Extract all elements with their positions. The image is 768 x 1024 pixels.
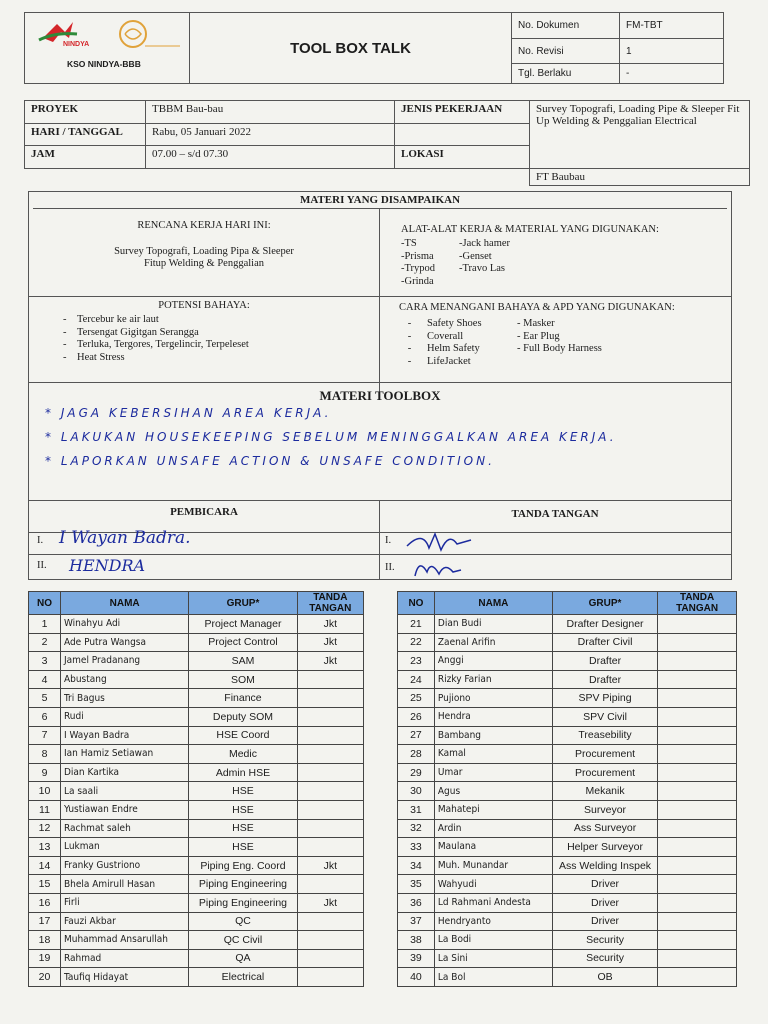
participants-left-body bbox=[29, 615, 364, 987]
participant-name: Pujiono bbox=[434, 689, 552, 708]
participant-name: La Bol bbox=[434, 968, 552, 987]
table-row bbox=[29, 949, 364, 968]
participant-signature bbox=[297, 707, 363, 726]
participant-signature bbox=[297, 763, 363, 782]
participant-group: Procurement bbox=[552, 745, 657, 764]
participant-signature bbox=[658, 726, 737, 745]
table-row bbox=[29, 893, 364, 912]
pembicara-title: PEMBICARA bbox=[170, 506, 238, 518]
participant-no: 14 bbox=[29, 856, 61, 875]
table-row bbox=[29, 800, 364, 819]
participant-group: QC Civil bbox=[189, 931, 297, 950]
alat-list-1 bbox=[401, 238, 435, 288]
toolbox-line-1: * JAGA KEBERSIHAN AREA KERJA. bbox=[45, 406, 332, 420]
participant-group: Procurement bbox=[552, 763, 657, 782]
participant-group: HSE bbox=[189, 819, 297, 838]
cara-item: - Helm Safety bbox=[427, 343, 482, 356]
participant-signature bbox=[658, 800, 737, 819]
participant-name: Anggi bbox=[434, 652, 552, 671]
participant-group: SPV Piping bbox=[552, 689, 657, 708]
participant-group: Mekanik bbox=[552, 782, 657, 801]
table-row bbox=[29, 615, 364, 634]
effective-date-value: - bbox=[620, 64, 724, 84]
alat-item: -Genset bbox=[459, 250, 492, 262]
participant-signature bbox=[658, 689, 737, 708]
participant-no: 24 bbox=[398, 670, 435, 689]
participant-no: 20 bbox=[29, 968, 61, 987]
participant-group: Piping Engineering bbox=[189, 875, 297, 894]
jenis-pekerjaan-label: JENIS PEKERJAAN bbox=[395, 101, 530, 124]
participant-group: Project Manager bbox=[189, 615, 297, 634]
table-row bbox=[398, 893, 737, 912]
participant-signature bbox=[297, 670, 363, 689]
logo-text: NINDYA bbox=[63, 41, 90, 48]
alat-item: -Travo Las bbox=[459, 263, 505, 274]
participant-name: Ade Putra Wangsa bbox=[60, 633, 188, 652]
participant-signature bbox=[297, 875, 363, 894]
page-title: TOOL BOX TALK bbox=[190, 13, 512, 84]
participant-signature bbox=[658, 615, 737, 634]
participant-name: Zaenal Arifin bbox=[434, 633, 552, 652]
participant-signature bbox=[297, 782, 363, 801]
participant-no: 2 bbox=[29, 633, 61, 652]
effective-date-label: Tgl. Berlaku bbox=[512, 64, 620, 84]
rencana-line-2: Fitup Welding & Penggalian bbox=[144, 258, 264, 269]
doc-number-value: FM-TBT bbox=[620, 13, 724, 39]
participant-signature bbox=[658, 838, 737, 857]
participant-no: 6 bbox=[29, 707, 61, 726]
signature-1-icon bbox=[401, 528, 491, 554]
participant-no: 38 bbox=[398, 931, 435, 950]
participant-group: SPV Civil bbox=[552, 707, 657, 726]
table-row bbox=[29, 912, 364, 931]
participant-name: La Bodi bbox=[434, 931, 552, 950]
participant-group: QC bbox=[189, 912, 297, 931]
participant-no: 11 bbox=[29, 800, 61, 819]
table-row bbox=[29, 670, 364, 689]
participant-group: HSE bbox=[189, 838, 297, 857]
col-tanda: TANDA TANGAN bbox=[658, 592, 737, 615]
participant-signature bbox=[658, 633, 737, 652]
participant-group: Piping Engineering bbox=[189, 893, 297, 912]
participant-group: HSE bbox=[189, 800, 297, 819]
potensi-item: - Terluka, Tergores, Tergelincir, Terpeleset bbox=[77, 339, 249, 352]
participant-no: 16 bbox=[29, 893, 61, 912]
company-name: KSO NINDYA-BBB bbox=[67, 59, 141, 69]
table-row bbox=[398, 819, 737, 838]
participant-name: La saali bbox=[60, 782, 188, 801]
participant-signature bbox=[658, 968, 737, 987]
toolbox-line-2: * LAKUKAN HOUSEKEEPING SEBELUM MENINGGALKAN AREA KERJA. bbox=[45, 430, 617, 444]
participant-name: Muhammad Ansarullah bbox=[60, 931, 188, 950]
participant-name: Rachmat saleh bbox=[60, 819, 188, 838]
revision-value: 1 bbox=[620, 38, 724, 64]
participant-no: 7 bbox=[29, 726, 61, 745]
col-grup: GRUP* bbox=[552, 592, 657, 615]
participant-group: SOM bbox=[189, 670, 297, 689]
participant-no: 9 bbox=[29, 763, 61, 782]
cara-item: - Safety Shoes bbox=[427, 318, 482, 331]
participant-name: Taufiq Hidayat bbox=[60, 968, 188, 987]
table-row bbox=[398, 745, 737, 764]
participant-no: 18 bbox=[29, 931, 61, 950]
jenis-pekerjaan-value: Survey Topografi, Loading Pipe & Sleeper Fit Up Welding & Penggalian Electrical bbox=[530, 101, 750, 169]
participant-signature bbox=[658, 931, 737, 950]
participant-name: Ian Hamiz Setiawan bbox=[60, 745, 188, 764]
participant-name: Ld Rahmani Andesta bbox=[434, 893, 552, 912]
table-row bbox=[29, 763, 364, 782]
participant-name: Bhela Amirull Hasan bbox=[60, 875, 188, 894]
table-row bbox=[398, 652, 737, 671]
toolbox-line-3: * LAPORKAN UNSAFE ACTION & UNSAFE CONDITION. bbox=[45, 454, 495, 468]
participant-signature bbox=[297, 745, 363, 764]
table-row bbox=[29, 838, 364, 857]
alat-title: ALAT-ALAT KERJA & MATERIAL YANG DIGUNAKAN: bbox=[401, 224, 659, 235]
participant-signature bbox=[297, 689, 363, 708]
participant-name: Rahmad bbox=[60, 949, 188, 968]
table-row bbox=[29, 782, 364, 801]
lokasi-value: FT Baubau bbox=[530, 169, 750, 186]
participant-name: Abustang bbox=[60, 670, 188, 689]
participant-signature bbox=[297, 819, 363, 838]
proyek-label: PROYEK bbox=[25, 101, 146, 124]
participant-signature: Jkt bbox=[297, 633, 363, 652]
participant-name: Muh. Munandar bbox=[434, 856, 552, 875]
participant-signature bbox=[297, 968, 363, 987]
alat-item: -Jack hamer bbox=[459, 238, 511, 249]
participant-signature: Jkt bbox=[297, 615, 363, 634]
table-row bbox=[29, 931, 364, 950]
doc-number-label: No. Dokumen bbox=[512, 13, 620, 39]
participant-group: Electrical bbox=[189, 968, 297, 987]
participant-group: Piping Eng. Coord bbox=[189, 856, 297, 875]
table-row bbox=[398, 931, 737, 950]
alat-item: -Grinda bbox=[401, 275, 434, 287]
cara-item: - Masker bbox=[517, 318, 555, 329]
hari-label: HARI / TANGGAL bbox=[25, 123, 146, 146]
participant-group: Ass Welding Inspek bbox=[552, 856, 657, 875]
participant-group: Drafter Civil bbox=[552, 633, 657, 652]
alat-list-2 bbox=[459, 238, 510, 276]
participant-no: 34 bbox=[398, 856, 435, 875]
participant-no: 19 bbox=[29, 949, 61, 968]
logo-cell bbox=[25, 13, 190, 84]
participant-name: Hendra bbox=[434, 707, 552, 726]
participant-group: Drafter Designer bbox=[552, 615, 657, 634]
potensi-title: POTENSI BAHAYA: bbox=[158, 300, 250, 311]
participant-no: 22 bbox=[398, 633, 435, 652]
participant-signature: Jkt bbox=[297, 893, 363, 912]
table-row bbox=[398, 875, 737, 894]
project-info-table bbox=[24, 100, 750, 186]
participant-no: 21 bbox=[398, 615, 435, 634]
participant-name: Yustiawan Endre bbox=[60, 800, 188, 819]
participant-name: Dian Budi bbox=[434, 615, 552, 634]
company-logo-icon bbox=[35, 16, 185, 62]
table-row bbox=[398, 782, 737, 801]
participant-group: Driver bbox=[552, 893, 657, 912]
participant-name: Firli bbox=[60, 893, 188, 912]
lokasi-label: LOKASI bbox=[395, 146, 530, 169]
participant-signature bbox=[297, 949, 363, 968]
sign-1-no: I. bbox=[385, 535, 392, 546]
participant-group: Security bbox=[552, 949, 657, 968]
table-row bbox=[398, 856, 737, 875]
participant-name: La Sini bbox=[434, 949, 552, 968]
speakers-table bbox=[28, 528, 732, 580]
participant-no: 39 bbox=[398, 949, 435, 968]
participant-no: 1 bbox=[29, 615, 61, 634]
participant-no: 26 bbox=[398, 707, 435, 726]
revision-label: No. Revisi bbox=[512, 38, 620, 64]
table-row bbox=[29, 745, 364, 764]
participant-group: Finance bbox=[189, 689, 297, 708]
participant-no: 8 bbox=[29, 745, 61, 764]
table-row bbox=[29, 633, 364, 652]
participant-group: Treasebility bbox=[552, 726, 657, 745]
participant-no: 15 bbox=[29, 875, 61, 894]
participant-signature bbox=[658, 763, 737, 782]
speaker-1-name: I Wayan Badra. bbox=[59, 528, 191, 548]
col-nama: NAMA bbox=[434, 592, 552, 615]
participant-signature bbox=[658, 856, 737, 875]
tanda-tangan-title: TANDA TANGAN bbox=[511, 508, 599, 520]
participant-no: 12 bbox=[29, 819, 61, 838]
cara-list-2 bbox=[517, 318, 602, 356]
participant-group: Drafter bbox=[552, 670, 657, 689]
col-no: NO bbox=[29, 592, 61, 615]
jam-value: 07.00 – s/d 07.30 bbox=[146, 146, 395, 169]
participants-table-left bbox=[28, 591, 364, 987]
participant-no: 23 bbox=[398, 652, 435, 671]
potensi-list bbox=[29, 314, 249, 364]
participant-group: QA bbox=[189, 949, 297, 968]
table-row bbox=[29, 726, 364, 745]
participant-group: Medic bbox=[189, 745, 297, 764]
participant-signature bbox=[658, 670, 737, 689]
toolbox-title: MATERI TOOLBOX bbox=[319, 388, 441, 403]
table-row bbox=[398, 912, 737, 931]
participant-group: Surveyor bbox=[552, 800, 657, 819]
participant-group: Driver bbox=[552, 875, 657, 894]
participant-no: 29 bbox=[398, 763, 435, 782]
sign-2-no: II. bbox=[385, 562, 395, 573]
proyek-value: TBBM Bau-bau bbox=[146, 101, 395, 124]
participant-group: Security bbox=[552, 931, 657, 950]
participants-table-right bbox=[397, 591, 737, 987]
cara-title: CARA MENANGANI BAHAYA & APD YANG DIGUNAKAN: bbox=[399, 302, 675, 313]
participant-name: Ardin bbox=[434, 819, 552, 838]
participant-no: 5 bbox=[29, 689, 61, 708]
col-tanda: TANDA TANGAN bbox=[297, 592, 363, 615]
participant-signature bbox=[658, 707, 737, 726]
participant-group: SAM bbox=[189, 652, 297, 671]
signature-2-icon bbox=[401, 554, 491, 580]
potensi-item: - Heat Stress bbox=[77, 352, 249, 365]
participant-signature bbox=[658, 949, 737, 968]
participant-name: I Wayan Badra bbox=[60, 726, 188, 745]
cara-item: - Full Body Harness bbox=[517, 343, 602, 354]
table-row bbox=[398, 670, 737, 689]
col-no: NO bbox=[398, 592, 435, 615]
participant-name: Agus bbox=[434, 782, 552, 801]
table-row bbox=[29, 856, 364, 875]
speaker-2-no: II. bbox=[37, 560, 47, 571]
participant-name: Dian Kartika bbox=[60, 763, 188, 782]
participant-signature bbox=[658, 745, 737, 764]
participant-name: Bambang bbox=[434, 726, 552, 745]
cara-list-1 bbox=[387, 318, 482, 368]
speaker-2-name: HENDRA bbox=[69, 556, 146, 575]
table-row bbox=[398, 968, 737, 987]
table-row bbox=[29, 819, 364, 838]
participants-right-body bbox=[398, 615, 737, 987]
alat-item: -TS bbox=[401, 238, 417, 249]
participant-group: Driver bbox=[552, 912, 657, 931]
participant-signature: Jkt bbox=[297, 856, 363, 875]
materi-title: MATERI YANG DISAMPAIKAN bbox=[299, 194, 461, 206]
participant-signature bbox=[658, 652, 737, 671]
participant-signature bbox=[297, 838, 363, 857]
participant-name: Rudi bbox=[60, 707, 188, 726]
participant-name: Jamel Pradanang bbox=[60, 652, 188, 671]
participant-group: OB bbox=[552, 968, 657, 987]
document-header bbox=[24, 12, 724, 84]
participant-signature bbox=[658, 875, 737, 894]
participant-signature bbox=[658, 819, 737, 838]
potensi-item: - Tercebur ke air laut bbox=[77, 314, 249, 327]
participant-no: 17 bbox=[29, 912, 61, 931]
materi-section bbox=[28, 191, 732, 533]
cara-item: - LifeJacket bbox=[427, 356, 482, 369]
participant-no: 13 bbox=[29, 838, 61, 857]
participant-name: Umar bbox=[434, 763, 552, 782]
cara-item: - Coverall bbox=[427, 331, 482, 344]
participant-name: Wahyudi bbox=[434, 875, 552, 894]
table-row bbox=[29, 875, 364, 894]
table-row bbox=[398, 726, 737, 745]
participant-group: HSE bbox=[189, 782, 297, 801]
cara-item: - Ear Plug bbox=[517, 330, 560, 342]
table-row bbox=[398, 633, 737, 652]
col-nama: NAMA bbox=[60, 592, 188, 615]
participant-no: 10 bbox=[29, 782, 61, 801]
participant-group: Admin HSE bbox=[189, 763, 297, 782]
participant-signature bbox=[658, 912, 737, 931]
participant-name: Winahyu Adi bbox=[60, 615, 188, 634]
participant-group: Drafter bbox=[552, 652, 657, 671]
participant-no: 27 bbox=[398, 726, 435, 745]
participant-signature bbox=[658, 782, 737, 801]
table-row bbox=[29, 968, 364, 987]
table-row bbox=[398, 838, 737, 857]
participant-name: Rizky Farian bbox=[434, 670, 552, 689]
hari-value: Rabu, 05 Januari 2022 bbox=[146, 123, 395, 146]
speaker-1-no: I. bbox=[37, 535, 44, 546]
table-row bbox=[398, 800, 737, 819]
rencana-title: RENCANA KERJA HARI INI: bbox=[137, 220, 271, 231]
participant-name: Fauzi Akbar bbox=[60, 912, 188, 931]
participant-signature bbox=[297, 726, 363, 745]
jam-label: JAM bbox=[25, 146, 146, 169]
participant-name: Maulana bbox=[434, 838, 552, 857]
participant-no: 35 bbox=[398, 875, 435, 894]
table-row bbox=[398, 763, 737, 782]
participant-no: 30 bbox=[398, 782, 435, 801]
participant-no: 36 bbox=[398, 893, 435, 912]
col-grup: GRUP* bbox=[189, 592, 297, 615]
participant-group: Helper Surveyor bbox=[552, 838, 657, 857]
table-row bbox=[398, 707, 737, 726]
participant-no: 3 bbox=[29, 652, 61, 671]
participant-no: 37 bbox=[398, 912, 435, 931]
table-row bbox=[29, 689, 364, 708]
participant-signature bbox=[297, 931, 363, 950]
table-row bbox=[398, 689, 737, 708]
participant-signature bbox=[658, 893, 737, 912]
participant-group: Project Control bbox=[189, 633, 297, 652]
table-row bbox=[29, 652, 364, 671]
table-row bbox=[398, 949, 737, 968]
participant-name: Hendryanto bbox=[434, 912, 552, 931]
participant-name: Kamal bbox=[434, 745, 552, 764]
table-row bbox=[29, 707, 364, 726]
participant-no: 32 bbox=[398, 819, 435, 838]
participant-no: 25 bbox=[398, 689, 435, 708]
alat-item: -Prisma bbox=[401, 250, 434, 262]
participant-group: Ass Surveyor bbox=[552, 819, 657, 838]
participant-no: 33 bbox=[398, 838, 435, 857]
participant-no: 4 bbox=[29, 670, 61, 689]
participant-no: 28 bbox=[398, 745, 435, 764]
participant-signature: Jkt bbox=[297, 652, 363, 671]
potensi-item: - Tersengat Gigitgan Serangga bbox=[77, 327, 249, 340]
participant-no: 40 bbox=[398, 968, 435, 987]
participant-group: Deputy SOM bbox=[189, 707, 297, 726]
alat-item: -Trypod bbox=[401, 263, 436, 274]
participant-signature bbox=[297, 800, 363, 819]
table-row bbox=[398, 615, 737, 634]
participant-group: HSE Coord bbox=[189, 726, 297, 745]
participant-name: Mahatepi bbox=[434, 800, 552, 819]
participant-name: Lukman bbox=[60, 838, 188, 857]
rencana-line-1: Survey Topografi, Loading Pipa & Sleeper bbox=[114, 246, 294, 257]
participant-signature bbox=[297, 912, 363, 931]
participant-name: Tri Bagus bbox=[60, 689, 188, 708]
participant-no: 31 bbox=[398, 800, 435, 819]
participant-name: Franky Gustriono bbox=[60, 856, 188, 875]
